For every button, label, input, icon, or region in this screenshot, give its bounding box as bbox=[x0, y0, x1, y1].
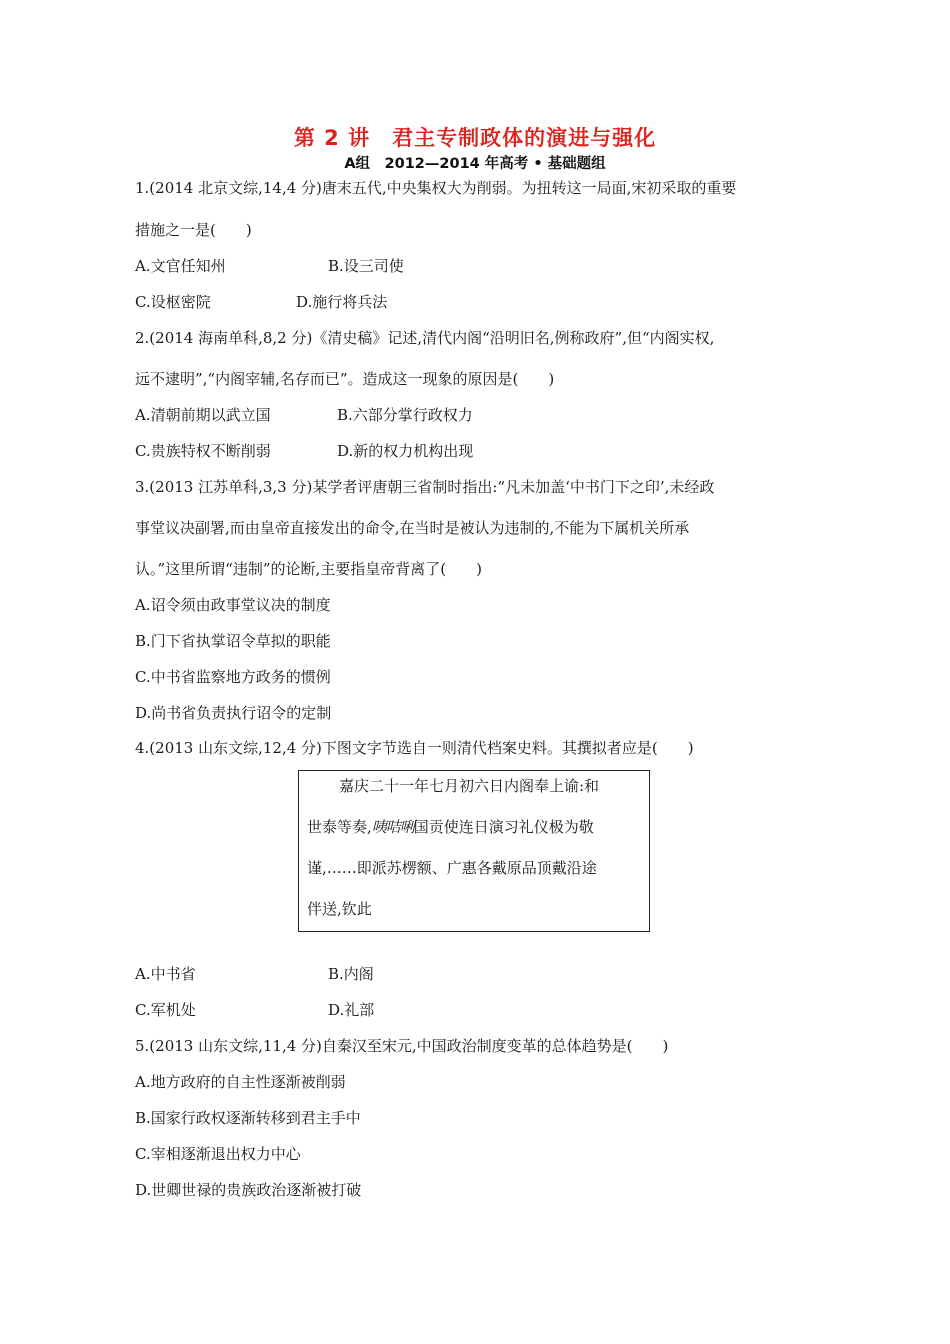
archive-quote-box bbox=[298, 770, 650, 932]
question-1-option-d: D.施行将兵法 bbox=[296, 293, 388, 311]
question-3-option-c: C.中书省监察地方政务的惯例 bbox=[135, 668, 331, 686]
section-subtitle: A组 2012—2014 年高考 • 基础题组 bbox=[344, 156, 606, 172]
quote-line-3: 谨,……即派苏楞额、广惠各戴原品顶戴沿途 bbox=[307, 859, 597, 877]
page-title: 第 2 讲 君主专制政体的演进与强化 bbox=[293, 126, 657, 150]
question-4-option-c: C.军机处 bbox=[135, 1001, 196, 1019]
question-4-option-a: A.中书省 bbox=[135, 965, 196, 983]
question-5-option-b: B.国家行政权逐渐转移到君主手中 bbox=[135, 1109, 361, 1127]
handwritten-country-name: 咦咭唎 bbox=[371, 818, 414, 836]
question-3-stem-line-2: 事堂议决副署,而由皇帝直接发出的命令,在当时是被认为违制的,不能为下属机关所承 bbox=[135, 519, 690, 537]
question-1-option-c: C.设枢密院 bbox=[135, 293, 211, 311]
question-1-stem-line-1: 1.(2014 北京文综,14,4 分)唐末五代,中央集权大为削弱。为扭转这一局面,宋初采取的重要 bbox=[135, 179, 737, 197]
question-4-option-b: B.内阁 bbox=[328, 965, 374, 983]
question-2-stem-line-2: 远不逮明”,“内阁宰辅,名存而已”。造成这一现象的原因是( ) bbox=[135, 370, 555, 388]
question-1-option-b: B.设三司使 bbox=[328, 257, 404, 275]
question-3-stem-line-1: 3.(2013 江苏单科,3,3 分)某学者评唐朝三省制时指出:“凡未加盖‘中书门下之印’,未经政 bbox=[135, 478, 715, 496]
question-2-stem-line-1: 2.(2014 海南单科,8,2 分)《清史稿》记述,清代内阁“沿明旧名,例称政府”,但“内阁实权, bbox=[135, 329, 715, 347]
question-1-stem-line-2: 措施之一是( ) bbox=[135, 221, 252, 239]
question-1-option-a: A.文官任知州 bbox=[135, 257, 226, 275]
quote-line-2-end: 国贡使连日演习礼仪极为敬 bbox=[413, 818, 594, 836]
quote-line-2 bbox=[307, 817, 594, 837]
question-3-option-a: A.诏令须由政事堂议决的制度 bbox=[135, 596, 331, 614]
quote-line-1: 嘉庆二十一年七月初六日内阁奉上谕:和 bbox=[339, 777, 600, 795]
question-5-option-a: A.地方政府的自主性逐渐被削弱 bbox=[135, 1073, 346, 1091]
question-5-option-d: D.世卿世禄的贵族政治逐渐被打破 bbox=[135, 1181, 362, 1199]
quote-line-4: 伴送,钦此 bbox=[307, 900, 372, 918]
question-2-option-d: D.新的权力机构出现 bbox=[337, 442, 474, 460]
question-5-stem-line-1: 5.(2013 山东文综,11,4 分)自秦汉至宋元,中国政治制度变革的总体趋势是( ) bbox=[135, 1037, 669, 1055]
question-5-option-c: C.宰相逐渐退出权力中心 bbox=[135, 1145, 301, 1163]
question-3-stem-line-3: 认。”这里所谓“违制”的论断,主要指皇帝背离了( ) bbox=[135, 560, 482, 578]
question-2-option-c: C.贵族特权不断削弱 bbox=[135, 442, 271, 460]
question-3-option-b: B.门下省执掌诏令草拟的职能 bbox=[135, 632, 331, 650]
question-4-stem-line-1: 4.(2013 山东文综,12,4 分)下图文字节选自一则清代档案史料。其撰拟者应是( ) bbox=[135, 739, 694, 757]
question-2-option-b: B.六部分掌行政权力 bbox=[337, 406, 473, 424]
question-3-option-d: D.尚书省负责执行诏令的定制 bbox=[135, 704, 332, 722]
question-2-option-a: A.清朝前期以武立国 bbox=[135, 406, 271, 424]
quote-line-2-start: 世泰等奏, bbox=[307, 818, 372, 836]
question-4-option-d: D.礼部 bbox=[328, 1001, 375, 1019]
